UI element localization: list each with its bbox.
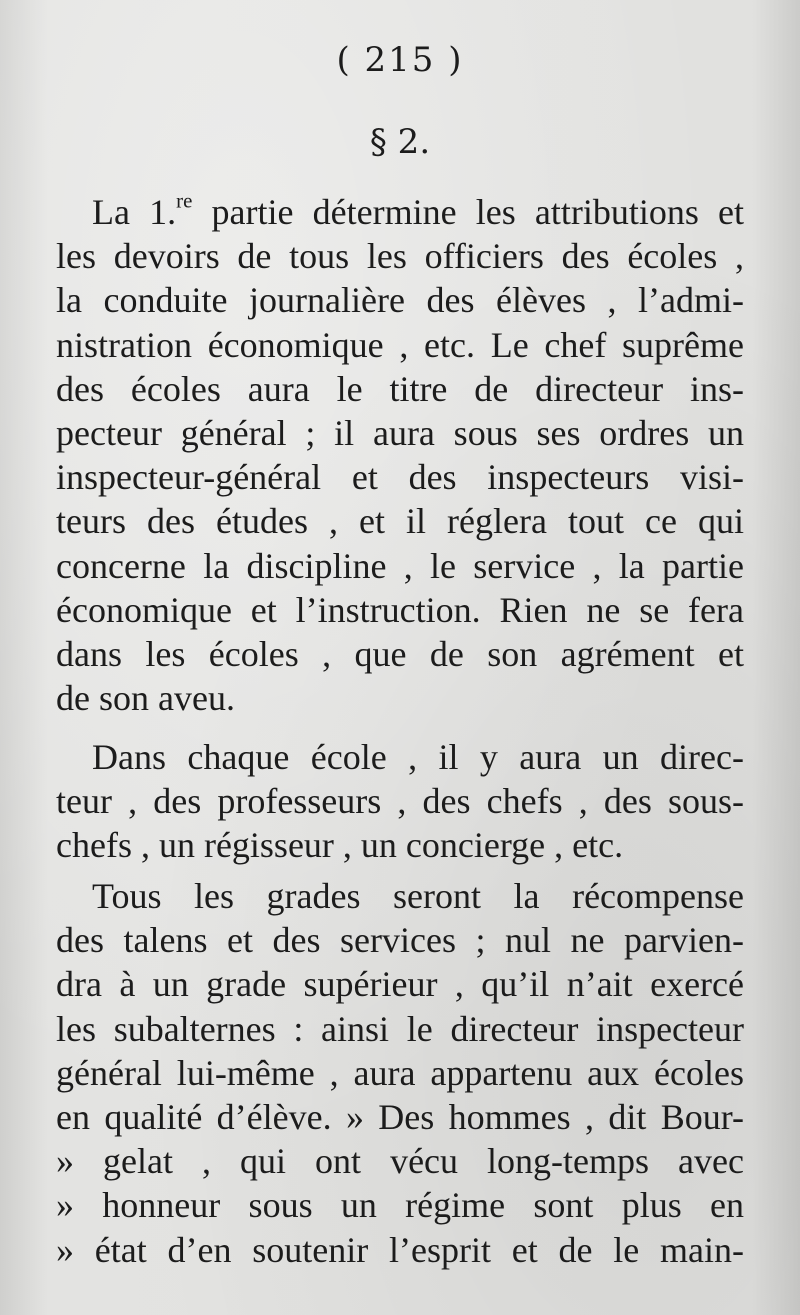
text-line: chefs , un régisseur , un concierge , etc. (56, 825, 624, 866)
page-number: ( 215 ) (336, 40, 464, 80)
text-line: teurs des études , et il réglera tout ce qui (56, 501, 744, 542)
text-line: teur , des professeurs , des chefs , des sous- (56, 781, 744, 822)
text-line: Tous les grades seront la récompense (92, 876, 744, 916)
text-line: la conduite journalière des élèves , l’admi- (56, 280, 744, 321)
superscript-ordinal: re (176, 188, 193, 213)
text-line: des écoles aura le titre de directeur ins- (56, 368, 744, 409)
paragraph-grades (56, 874, 744, 1272)
paragraph-staff (56, 735, 744, 868)
text-line: les subalternes : ainsi le directeur inspecteur (56, 1008, 744, 1049)
quoted-line: » état d’en soutenir l’esprit et de le main- (56, 1229, 744, 1270)
text-line: Dans chaque école , il y aura un direc- (92, 737, 744, 777)
text-line: dra à un grade supérieur , qu’il n’ait exercé (56, 964, 744, 1005)
text-line: dans les écoles , que de son agrément et (56, 633, 744, 674)
text-line: inspecteur-général et des inspecteurs visi- (56, 457, 744, 498)
text-line (56, 190, 744, 234)
paragraph-attributions (56, 190, 744, 720)
quoted-line: » honneur sous un régime sont plus en (56, 1185, 744, 1226)
text-line: les devoirs de tous les officiers des écoles , (56, 236, 744, 277)
text-line: nistration économique , etc. Le chef suprême (56, 324, 744, 365)
quoted-line: » gelat , qui ont vécu long-temps avec (56, 1141, 744, 1182)
line-start: La 1. (92, 192, 177, 232)
text-line: concerne la discipline , le service , la partie (56, 545, 744, 586)
text-line: pecteur général ; il aura sous ses ordres un (56, 412, 744, 453)
section-heading: § 2. (369, 122, 431, 162)
text-line: des talens et des services ; nul ne parvien- (56, 920, 744, 961)
text-line: de son aveu. (56, 678, 235, 719)
text-line: en qualité d’élève. » Des hommes , dit Bour- (56, 1096, 744, 1137)
text-line: général lui-même , aura appartenu aux écoles (56, 1052, 744, 1093)
line-end: partie détermine les attributions et (192, 192, 745, 232)
text-line: économique et l’instruction. Rien ne se fera (56, 589, 744, 630)
